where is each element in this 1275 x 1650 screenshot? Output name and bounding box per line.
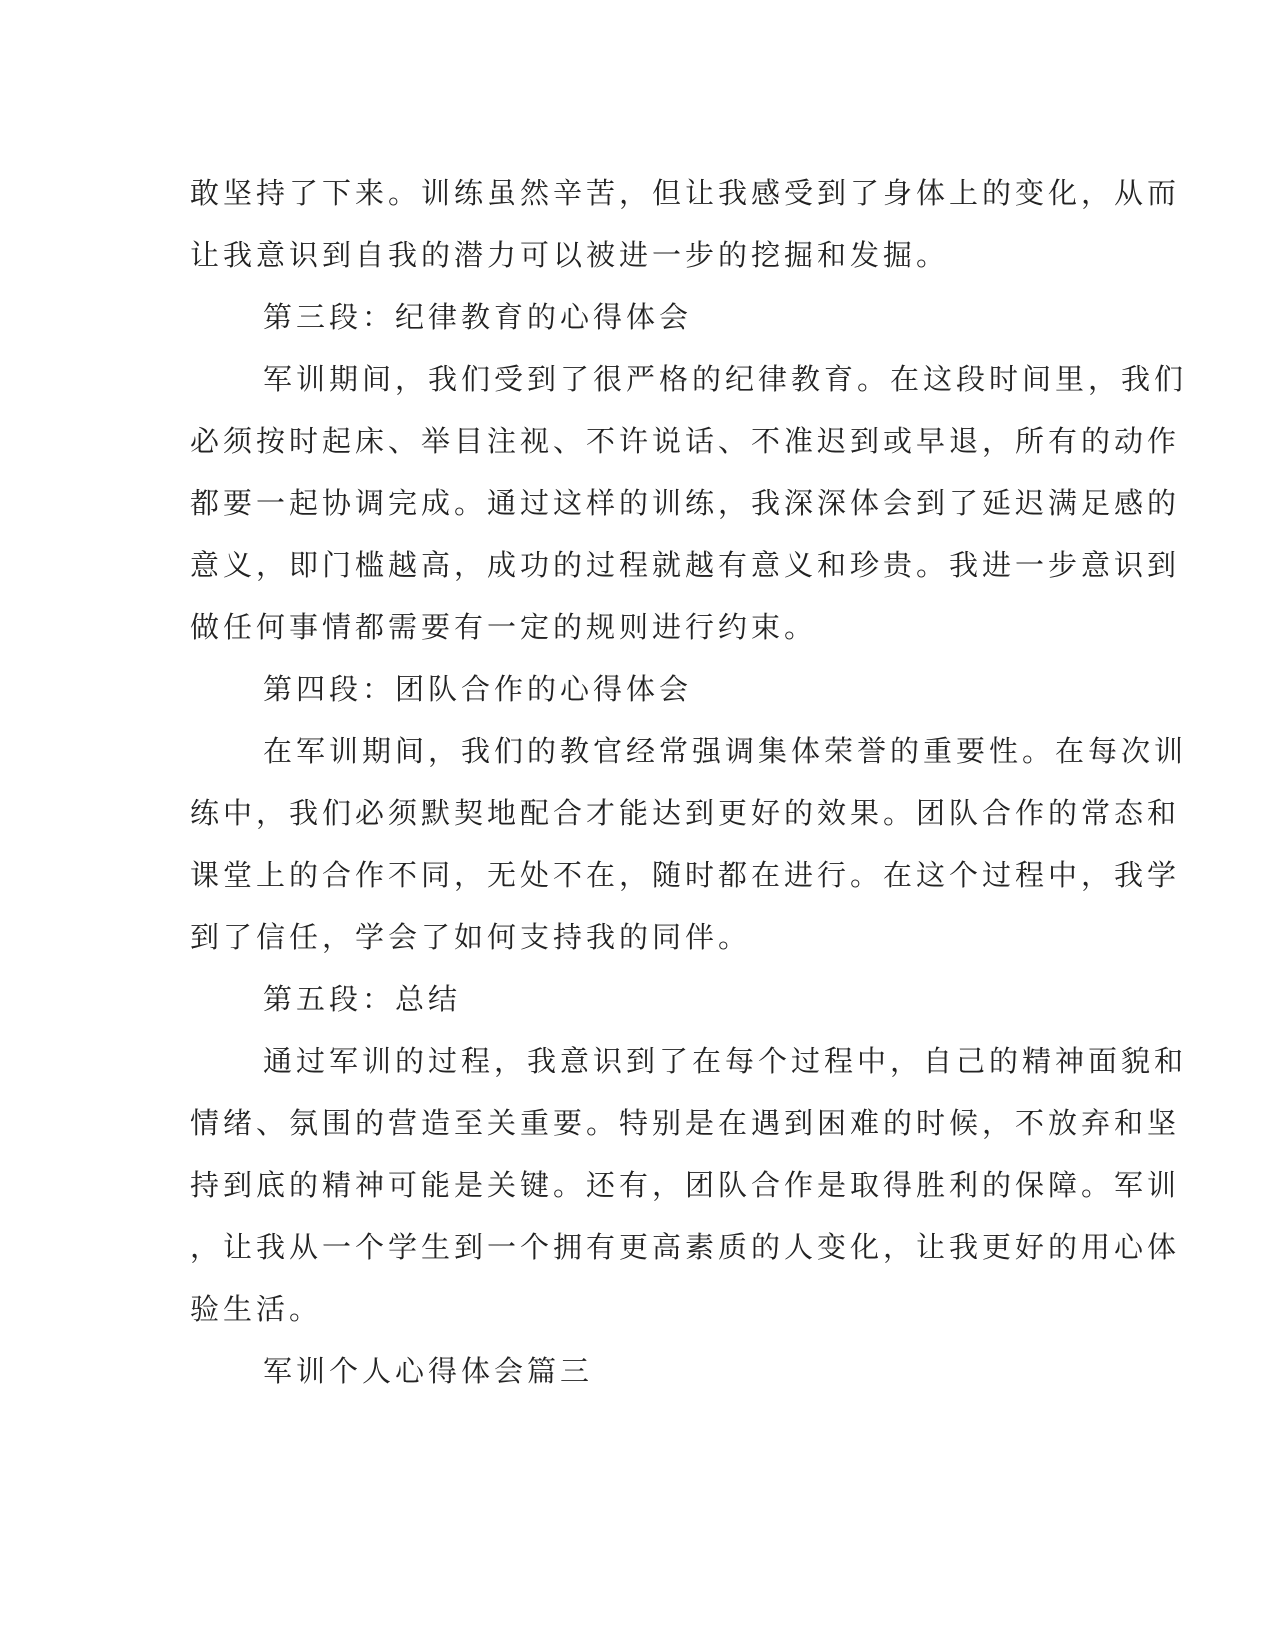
section-heading-teamwork	[190, 658, 1090, 720]
text-line: 情绪、氛围的营造至关重要。特别是在遇到困难的时候，不放弃和坚	[190, 1106, 1181, 1140]
heading-text: 第三段：纪律教育的心得体会	[263, 300, 693, 334]
heading-text: 第四段：团队合作的心得体会	[263, 672, 693, 706]
text-line: 意义，即门槛越高，成功的过程就越有意义和珍贵。我进一步意识到	[190, 548, 1181, 582]
text-line: 通过军训的过程，我意识到了在每个过程中，自己的精神面貌和	[263, 1044, 1188, 1078]
text-line: ，让我从一个学生到一个拥有更高素质的人变化，让我更好的用心体	[190, 1230, 1181, 1264]
text-line: 做任何事情都需要有一定的规则进行约束。	[190, 610, 818, 644]
paragraph-continuation	[190, 162, 1181, 286]
heading-text: 军训个人心得体会篇三	[263, 1354, 594, 1388]
text-line: 练中，我们必须默契地配合才能达到更好的效果。团队合作的常态和	[190, 796, 1181, 830]
text-line: 在军训期间，我们的教官经常强调集体荣誉的重要性。在每次训	[263, 734, 1188, 768]
text-line: 必须按时起床、举目注视、不许说话、不准迟到或早退，所有的动作	[190, 424, 1181, 458]
section-heading-summary	[190, 968, 1090, 1030]
section-heading-discipline	[190, 286, 1090, 348]
text-line: 验生活。	[190, 1292, 323, 1326]
text-line: 军训期间，我们受到了很严格的纪律教育。在这段时间里，我们	[263, 362, 1188, 396]
heading-text: 第五段：总结	[263, 982, 462, 1016]
paragraph-discipline	[190, 348, 1188, 658]
text-line: 让我意识到自我的潜力可以被进一步的挖掘和发掘。	[190, 238, 950, 272]
text-line: 都要一起协调完成。通过这样的训练，我深深体会到了延迟满足感的	[190, 486, 1181, 520]
text-line: 到了信任，学会了如何支持我的同伴。	[190, 920, 752, 954]
article-heading	[190, 1340, 1090, 1402]
text-line: 课堂上的合作不同，无处不在，随时都在进行。在这个过程中，我学	[190, 858, 1181, 892]
paragraph-teamwork	[190, 720, 1188, 968]
text-line: 敢坚持了下来。训练虽然辛苦，但让我感受到了身体上的变化，从而	[190, 176, 1181, 210]
text-line: 持到底的精神可能是关键。还有，团队合作是取得胜利的保障。军训	[190, 1168, 1181, 1202]
paragraph-summary	[190, 1030, 1188, 1340]
document-body	[190, 162, 1188, 1402]
